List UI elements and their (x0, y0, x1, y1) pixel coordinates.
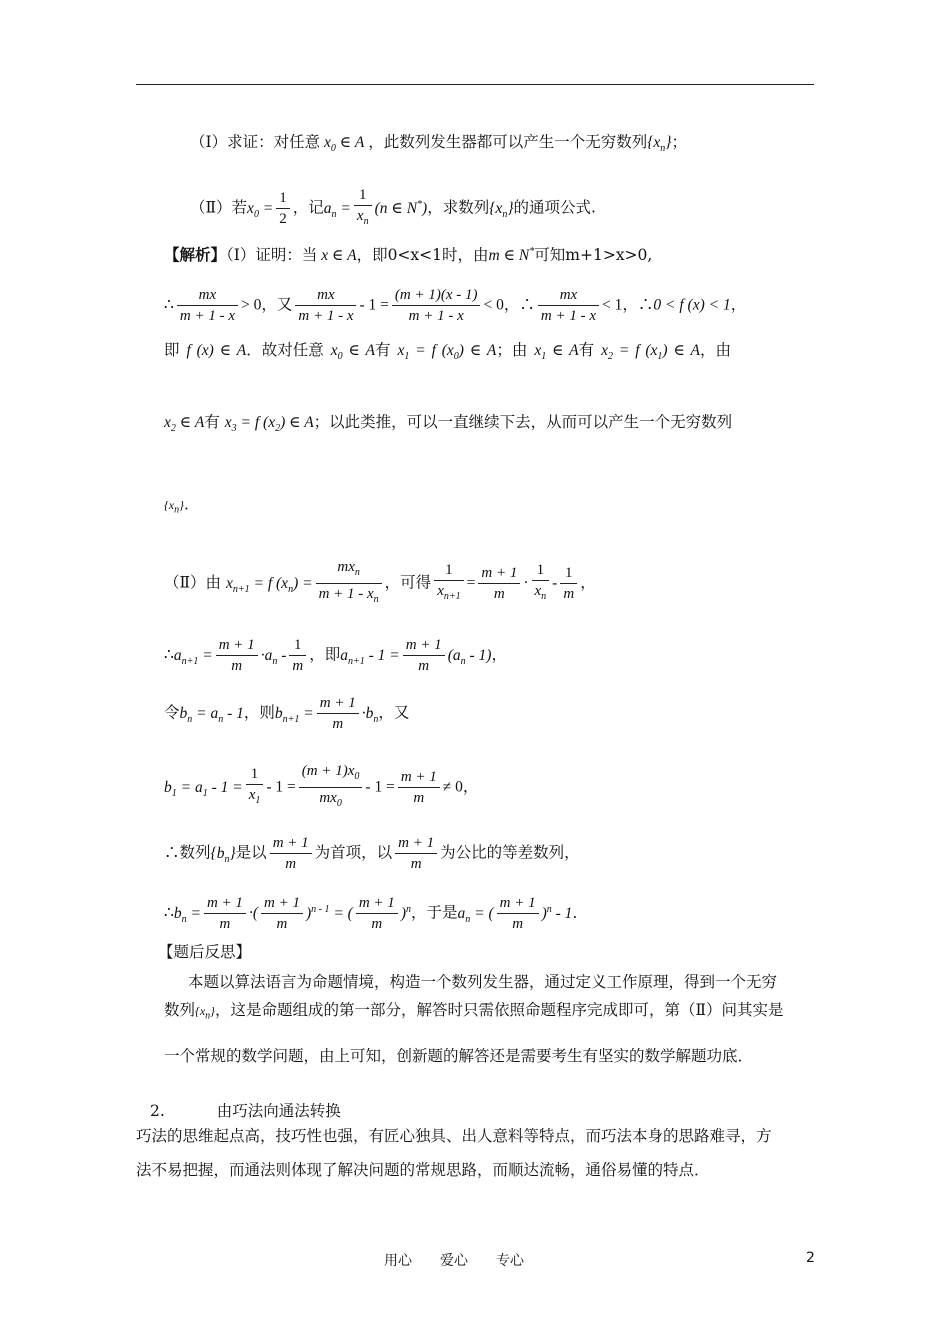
reflection-title: 【题后反思】 (158, 943, 252, 961)
b1-line: $b_1 = a_1 - 1$ = $\frac{1}{x_1}$ - 1 = $\frac{(m + 1)x_0}{mx_0}$ - 1 = $\frac{m + 1}{m}$ ≠ 0， (164, 762, 478, 813)
geometric-line: ∴数列$\{b_n\}$是以 $\frac{m + 1}{m}$ 为首项，以 $\frac{m + 1}{m}$ 为公比的等差数列， (164, 835, 580, 872)
section-2-p1: 巧法的思维起点高，技巧性也强，有匠心独具、出人意料等特点，而巧法本身的思路难寻，方 (136, 1127, 772, 1145)
an-recurrence-line: $\therefore a_{n+1}$ = $\frac{m + 1}{m}$ $\cdot a_n$ - $\frac{1}{m}$ ，即$a_{n+1} - 1$ = $\frac{m + 1}{m}$ $(a_n - 1)$， (164, 637, 507, 674)
footer-motto: 用心 爱心 专心 (384, 1253, 524, 1269)
induction-line-1: 即 f (x) ∈ A．故对任意 $x_0$ ∈ A有 $x_1 = f$ $(x_0)$ ∈ A；由 $x_1$ ∈ A有 $x_2 = f$ $(x_1)$ ∈ A，由 (164, 341, 732, 363)
reflection-p2: 数列$\{x_n\}$，这是命题组成的第一部分，解答时只需依照命题程序完成即可，第（Ⅱ）问其实是 (164, 1001, 784, 1022)
analysis-line: 【解析】（Ⅰ）证明：当 x ∈ A，即0<x<1时，由m ∈ N*可知m+1>x>0, (164, 245, 653, 265)
section-2-heading: 2. 由巧法向通法转换 (150, 1102, 341, 1120)
inequality-line: ∴ $\frac{mx}{m + 1 - x}$ > 0，又 $\frac{mx}{m + 1 - x}$ - 1 = $\frac{(m + 1)(x - 1)}{m + 1 - x}$ < 0，∴ $\frac{mx}{m + 1 - x}$ < 1，∴0 < f (x) < 1， (164, 287, 747, 324)
sequence-symbol: $\{x_n\}$． (164, 495, 200, 516)
reflection-p3: 一个常规的数学问题，由上可知，创新题的解答还是需要考生有坚实的数学解题功底． (164, 1047, 754, 1065)
induction-line-2: $x_2$ ∈ A有 $x_3 = f$ $(x_2)$ ∈ A；以此类推，可以一直继续下去，从而可以产生一个无穷数列 (164, 413, 733, 435)
recurrence-line: （Ⅱ）由 $x_{n+1} = f$ $(x_n)$ = $\frac{mx_n}{m + 1 - x_n}$ ，可得 $\frac{1}{x_{n+1}}$ = $\frac{m + 1}{m}$ · $\frac{1}{x_n}$ - $\frac{1}{m}$ ， (164, 558, 596, 609)
bn-definition-line: 令$b_n = a_n - 1$，则$b_{n+1}$ = $\frac{m + 1}{m}$ $\cdot b_n$，又 (164, 695, 410, 732)
header-rule (136, 84, 814, 85)
reflection-p1: 本题以算法语言为命题情境，构造一个数列发生器，通过定义工作原理，得到一个无穷 (188, 973, 778, 991)
result-line: $\therefore b_n$ = $\frac{m + 1}{m}$ ·( $\frac{m + 1}{m}$ )$^{n - 1}$ = ( $\frac{m + 1}{m}$ )$^n$，于是$a_n$ = ( $\frac{m + 1}{m}$ )$^n$ - 1． (164, 895, 588, 932)
question-1: （Ⅰ）求证：对任意 $x_0$ ∈ A ，此数列发生器都可以产生一个无穷数列$\{x_n\}$； (190, 133, 687, 155)
section-2-p2: 法不易把握，而通法则体现了解决问题的常规思路，而顺达流畅，通俗易懂的特点． (136, 1161, 710, 1179)
question-2: （Ⅱ）若$x_0$ = $\frac{1}{2}$ ，记$a_n$ = $\frac{1}{x_n}$ (n ∈ N*)，求数列$\{x_n\}$的通项公式. (190, 186, 596, 231)
page-number: 2 (806, 1250, 815, 1266)
